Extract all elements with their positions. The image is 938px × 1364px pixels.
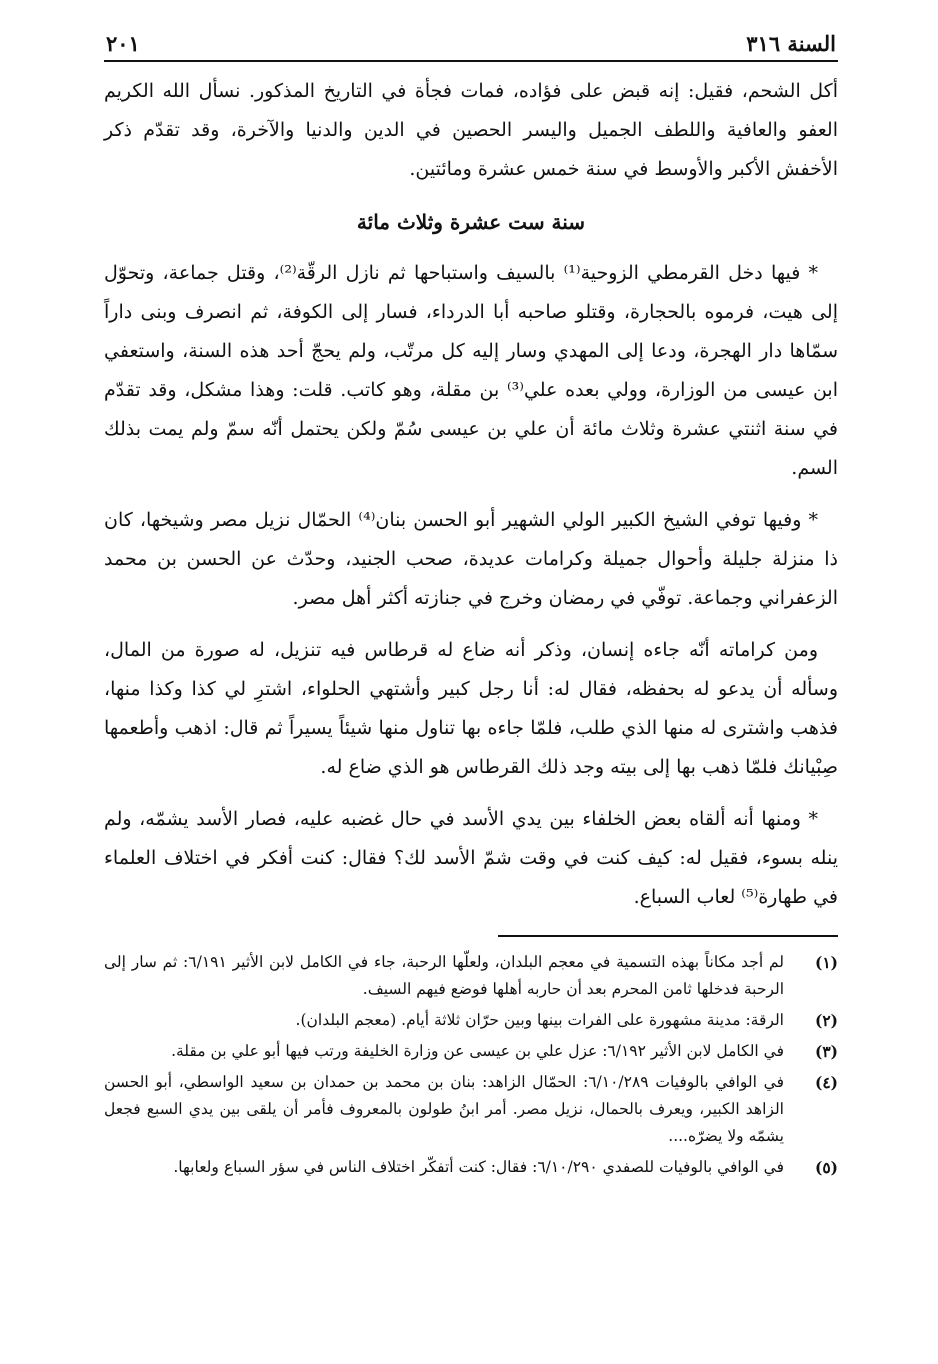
paragraph-continuation: أكل الشحم، فقيل: إنه قبض على فؤاده، فمات فجأة في التاريخ المذكور. نسأل الله الكريم العفو والعافية واللطف الجميل واليسر الحصين في الدين والدنيا والآخرة، وقد تقدّم ذكر الأخفش الأكبر والأوسط في سنة خمس عشرة ومائتين. [104, 80, 838, 180]
page-header [104, 22, 838, 62]
footnote-number: (٤) [814, 1073, 838, 1092]
running-title: السنة ٣١٦ [746, 31, 836, 56]
paragraph-lion: * ومنها أنه ألقاه بعض الخلفاء بين يدي الأسد في حال غضبه عليه، فصار الأسد يشمّه، ولم ينله بسوء، فقيل له: كيف كنت في وقت شمّ الأسد لك؟ فقال: كنت أفكر في اختلاف العلماء في طهارة⁽⁵⁾ لعاب السباع. [104, 808, 838, 908]
footnote-text: لم أجد مكاناً بهذه التسمية في معجم البلدان، ولعلّها الرحبة، جاء في الكامل لابن الأثير ٦/١٩١: ثم سار إلى الرحبة فدخلها ثامن المحرم بعد أن حاربه أهلها فوضع فيهم السيف. [104, 953, 785, 998]
footnote-item [104, 949, 838, 1003]
footnotes [104, 949, 838, 1181]
footnote-item [104, 1038, 838, 1065]
footnote-text: في الوافي بالوفيات للصفدي ٦/١٠/٢٩٠: فقال: كنت أتفكّر اختلاف الناس في سؤر السباع ولعابها. [173, 1158, 784, 1176]
paragraph-bunan: * وفيها توفي الشيخ الكبير الولي الشهير أبو الحسن بنان⁽⁴⁾ الحمّال نزيل مصر وشيخها، كان ذا منزلة جليلة وأحوال جميلة وكرامات عديدة، صحب الجنيد، وحدّث عن الحسن بن محمد الزعفراني وجماعة. توفّي في رمضان وخرج في جنازته أكثر أهل مصر. [104, 509, 838, 609]
footnote-item [104, 1069, 838, 1150]
footnote-number: (٣) [814, 1042, 838, 1061]
footnote-number: (٢) [814, 1011, 838, 1030]
footnote-number: (٥) [814, 1158, 838, 1177]
footnote-item [104, 1154, 838, 1181]
footnote-divider [498, 935, 838, 937]
page-number: ٢٠١ [106, 31, 140, 56]
footnote-text: الرقة: مدينة مشهورة على الفرات بينها وبين حرّان ثلاثة أيام. (معجم البلدان). [295, 1011, 784, 1029]
footnote-text: في الوافي بالوفيات ٦/١٠/٢٨٩: الحمّال الزاهد: بنان بن محمد بن حمدان بن سعيد الواسطي، أبو الحسن الزاهد الكبير، ويعرف بالحمال، نزيل مصر. أمر ابنُ طولون بالمعروف فأمر أن يلقى بين يدي السبع فجعل يشمّه ولا يضرّه.... [104, 1073, 784, 1145]
footnote-item [104, 1007, 838, 1034]
paragraph-karamat: ومن كراماته أنّه جاءه إنسان، وذكر أنه ضاع له قرطاس فيه تنزيل، له صورة من المال، وسأله أن يدعو له بحفظه، فقال له: أنا رجل كبير وأشتهي الحلواء، اشترِ لي كذا وكذا منها، فذهب واشترى له منها الذي طلب، فلمّا جاءه بها تناول منها شيئاً يسيراً ثم قال: اذهب وأطعمها صِبْيانك فلمّا ذهب بها إلى بيته وجد ذلك القرطاس هو الذي ضاع له. [104, 639, 838, 778]
footnote-number: (١) [814, 953, 838, 972]
paragraph-events: * فيها دخل القرمطي الزوحية⁽¹⁾ بالسيف واستباحها ثم نازل الرقّة⁽²⁾، وقتل جماعة، وتحوّل إلى هيت، فرموه بالحجارة، وقتلو صاحبه أبا الدرداء، فسار إلى الكوفة، ثم انصرف وبنى داراً سمّاها دار الهجرة، ودعا إلى المهدي وسار إليه كل مرتّب، ولم يحجّ أحد هذه السنة، واستعفي ابن عيسى من الوزارة، وولي بعده علي⁽³⁾ بن مقلة، وهو كاتب. قلت: وهذا مشكل، وقد تقدّم في سنة اثنتي عشرة وثلاث مائة أن علي بن عيسى سُمّ ولكن يحتمل أنّه سمّ ولم يمت بذلك السم. [104, 262, 838, 479]
footnote-text: في الكامل لابن الأثير ٦/١٩٢: عزل علي بن عيسى عن وزارة الخليفة ورتب فيها أبو علي بن مقلة. [171, 1042, 784, 1060]
section-heading: سنة ست عشرة وثلاث مائة [356, 210, 586, 234]
main-text [104, 72, 838, 917]
